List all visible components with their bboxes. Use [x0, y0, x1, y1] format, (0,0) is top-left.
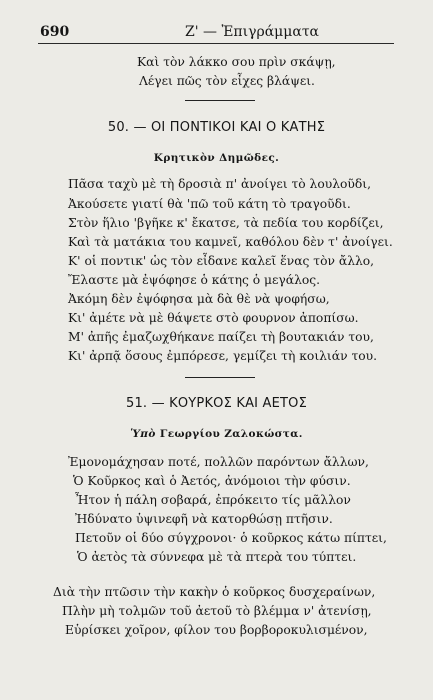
poem-51-line: Πετοῦν οἱ δύο σύγχρονοι· ὁ κοῦρκος κάτω πίπτει,	[75, 531, 387, 545]
poem-51-subtitle	[0, 428, 433, 440]
poem-51-line: Διὰ τὴν πτῶσιν τὴν κακὴν ὁ κοῦρκος δυσχεραίνων,	[53, 585, 376, 599]
poem-51-line: Ἠδύνατο ὑψινεφῆ νὰ κατορθώσῃ πτῆσιν.	[75, 512, 333, 526]
poem-50-subtitle: Κρητικὸν Δημῶδες.	[153, 152, 280, 164]
poem-50-line: Ἀκούσετε γιατί θὰ 'πῶ τοῦ κάτη τὸ τραγοῦδι.	[68, 197, 351, 211]
poem-51-line: Πλὴν μὴ τολμῶν τοῦ ἀετοῦ τὸ βλέμμα ν' ἀτενίσῃ,	[62, 604, 372, 618]
poem-50-line: Μ' ἀπῆς ἐμαζωχθήκανε παίζει τὴ βουτακιάν του,	[68, 330, 374, 344]
section-divider	[185, 377, 255, 378]
top-verse-line: Λέγει πῶς τὸν εἶχες βλάψει.	[139, 74, 315, 88]
top-verse-line: Καὶ τὸν λάκκο σου πρὶν σκάψῃ,	[137, 55, 336, 69]
poem-50-line: Πᾶσα ταχὺ μὲ τὴ δροσιὰ π' ἀνοίγει τὸ λουλοῦδι,	[68, 177, 372, 191]
poem-50-line: Καὶ τὰ ματάκια του καμνεῖ, καθόλου δὲν τ' ἀνοίγει.	[68, 235, 393, 249]
poem-50-title: 50. — ΟΙ ΠΟΝΤΙΚΟΙ ΚΑΙ Ο ΚΑΤΗΣ	[107, 120, 326, 135]
poem-51-title: 51. — ΚΟΥΡΚΟΣ ΚΑΙ ΑΕΤΟΣ	[125, 396, 308, 411]
poem-50-line: Κι' ἀρπᾷ ὅσους ἐμπόρεσε, γεμίζει τὴ κοιλιάν του.	[68, 349, 378, 363]
poem-50-line: Στὸν ἥλιο 'βγῆκε κ' ἔκατσε, τὰ πεδία του κορδίζει,	[68, 216, 384, 230]
poem-51-line: Ἐμονομάχησαν ποτέ, πολλῶν παρόντων ἄλλων,	[68, 455, 369, 469]
poem-51-line: Εὑρίσκει χοῖρον, φίλον του βορβοροκυλισμένον,	[65, 623, 368, 637]
page-header	[0, 0, 433, 40]
poem-50-line: Κ' οἱ ποντικ' ὡς τὸν εἶδανε καλεῖ ἕνας τὸν ἄλλο,	[68, 254, 375, 268]
header-rule	[38, 43, 394, 44]
running-head: Ζ' — Ἐπιγράμματα	[185, 24, 320, 40]
poem-51-line: Ὁ Κοῦρκος καὶ ὁ Ἀετός, ἀνόμοιοι τὴν φύσιν.	[73, 474, 351, 488]
poem-51-line: Ὁ ἀετὸς τὰ σύννεφα μὲ τὰ πτερὰ του τύπτει.	[77, 550, 357, 564]
section-divider	[185, 100, 255, 101]
author-name: Γεωργίου Ζαλοκώστα.	[159, 428, 303, 440]
poem-50-line: Ἔλαστε μὰ ἐψόφησε ὁ κάτης ὁ μεγάλος.	[68, 273, 321, 287]
page-number: 690	[40, 24, 70, 40]
subtitle-prefix: Ὑπὸ	[130, 428, 156, 440]
poem-50-line: Κι' ἀμέτε νὰ μὲ θάψετε στὸ φουρνον ἀποπίσω.	[68, 311, 359, 325]
poem-50-line: Ἀκόμη δὲν ἐψόφησα μὰ δὰ θὲ νὰ ψοφήσω,	[68, 292, 330, 306]
poem-51-line: Ἦτον ἡ πάλη σοβαρά, ἐπρόκειτο τίς μᾶλλον	[75, 493, 351, 507]
